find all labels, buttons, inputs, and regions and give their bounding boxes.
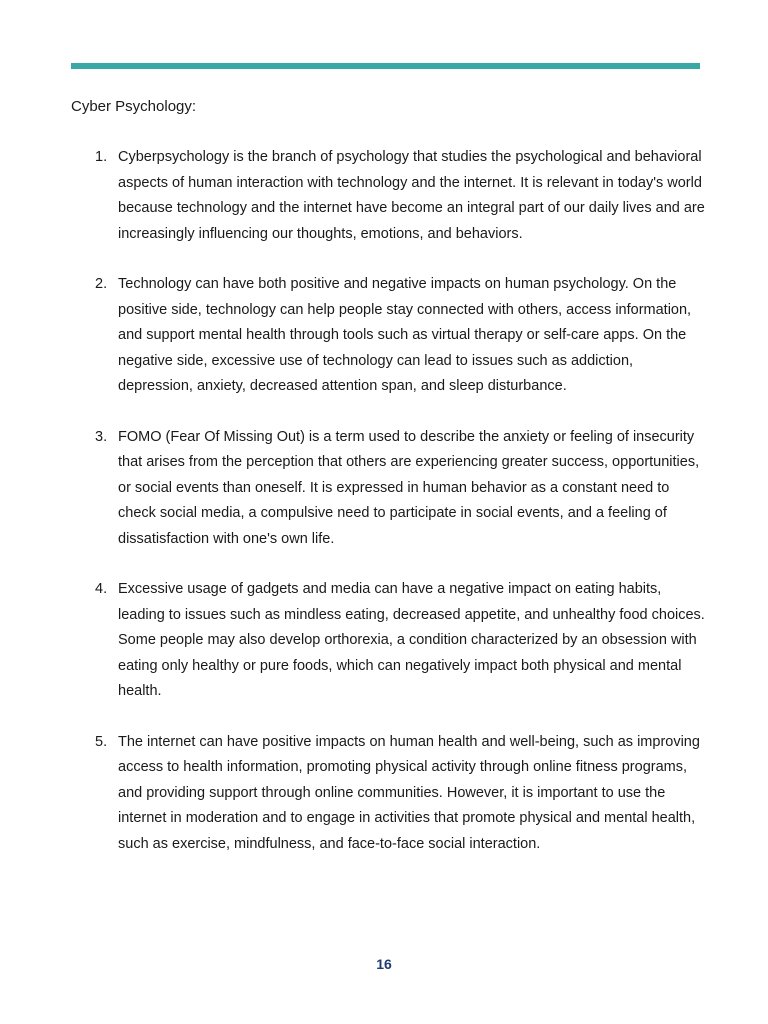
list-item-text: Cyberpsychology is the branch of psychology that studies the psychological and behavioral aspects of human interaction with technology and the internet. It is relevant in today's world because technology and the internet have become an integral part of our daily lives and are increasingly influencing our thoughts, emotions, and behaviors. [118, 149, 705, 242]
page-heading: Cyber Psychology: [71, 98, 197, 115]
list-item-number: 3. [95, 428, 108, 445]
list-item-text: Excessive usage of gadgets and media can have a negative impact on eating habits, leading to issues such as mindless eating, decreased appetite, and unhealthy food choices. Some people may also develop orthorexia, a condition characterized by an obsession with eating only healthy or pure foods, which can negatively impact both physical and mental health. [118, 581, 705, 699]
list-item [0, 577, 768, 705]
list-item [0, 425, 768, 553]
list-item [0, 145, 768, 247]
list-item-number: 1. [95, 149, 108, 165]
numbered-list [0, 145, 768, 882]
list-item [0, 272, 768, 400]
list-item-text: The internet can have positive impacts on human health and well-being, such as improving access to health information, promoting physical activity through online fitness programs, and providing support through online communities. However, it is important to use the internet in moderation and to engage in activities that promote physical and mental health, such as exercise, mindfulness, and face-to-face social interaction. [118, 733, 700, 852]
list-item-number: 5. [95, 733, 108, 750]
page-number: 16 [376, 956, 392, 972]
list-item-number: 4. [95, 581, 108, 597]
list-item-text: FOMO (Fear Of Missing Out) is a term used to describe the anxiety or feeling of insecurity that arises from the perception that others are experiencing greater success, opportunities, or social events than oneself. It is expressed in human behavior as a constant need to check social media, a compulsive need to participate in social events, and a feeling of dissatisfaction with one's own life. [118, 428, 700, 547]
header-rule [71, 63, 700, 69]
list-item [0, 730, 768, 858]
list-item-text: Technology can have both positive and negative impacts on human psychology. On the positive side, technology can help people stay connected with others, access information, and support mental health through tools such as virtual therapy or self-care apps. On the negative side, excessive use of technology can lead to issues such as addiction, depression, anxiety, decreased attention span, and sleep disturbance. [118, 276, 692, 394]
list-item-number: 2. [95, 276, 108, 292]
